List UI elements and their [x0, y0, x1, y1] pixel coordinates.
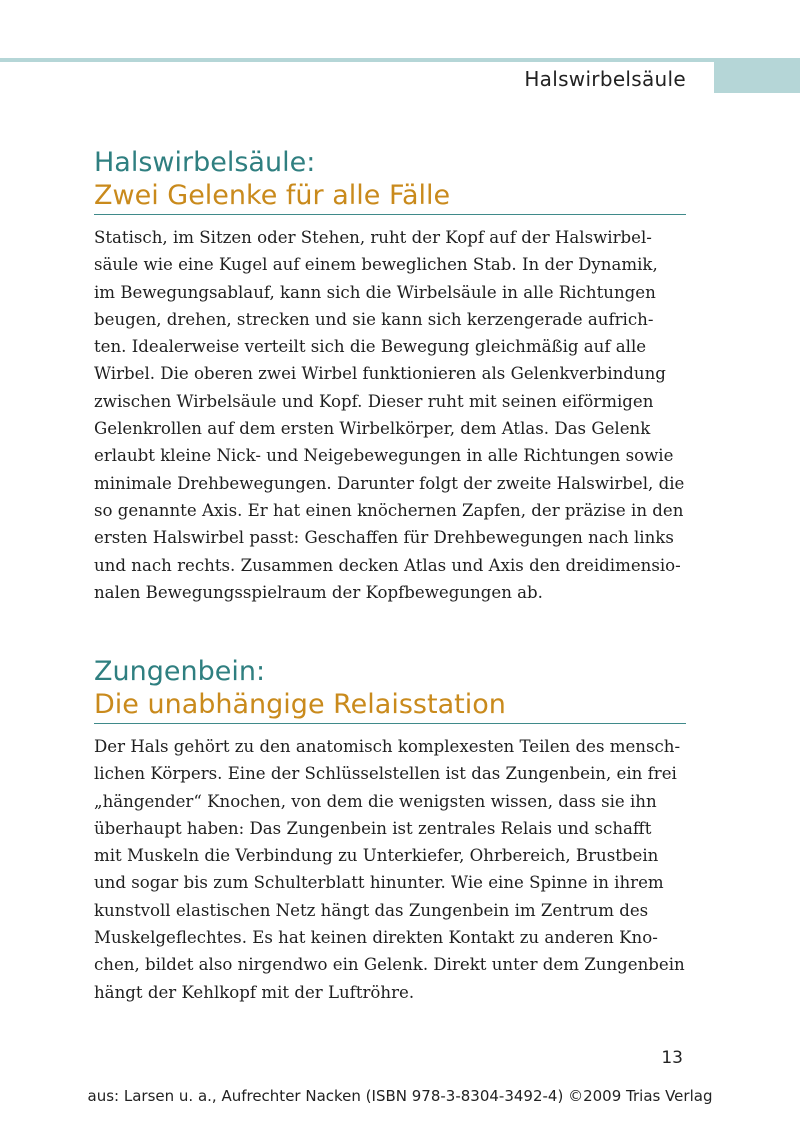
section-body: Der Hals gehört zu den anatomisch komplexesten Teilen des mensch- lichen Körpers. Eine der Schlüsselstellen ist das Zungenbein, ein frei „hängender“ Knochen, von dem die wenigsten wissen, dass sie ihn überhaupt haben: Das Zungenbein ist zentrales Relais und schafft mit Muskeln die Verbindung zu Unterkiefer, Ohrbereich, Brustbein und sogar bis zum Schulterblatt hinunter. Wie eine Spinne in ihrem kunstvoll elastischen Netz hängt das Zungenbein im Zentrum des Muskelgeflechtes. Es hat keinen direkten Kontakt zu anderen Kno- chen, bildet also nirgendwo ein Gelenk. Direkt unter dem Zungenbein hängt der Kehlkopf mit der Luftröhre.: [94, 737, 685, 1002]
header-tab: [714, 58, 800, 93]
running-title: Halswirbelsäule: [524, 67, 686, 91]
section-heading: [94, 146, 686, 215]
page-number: 13: [661, 1048, 683, 1068]
section-title: Halswirbelsäule:: [94, 147, 316, 178]
section-body: Statisch, im Sitzen oder Stehen, ruht der Kopf auf der Halswirbel- säule wie eine Kugel auf einem beweglichen Stab. In der Dynamik, im Bewegungsablauf, kann sich die Wirbelsäule in alle Richtungen beugen, drehen, strecken und sie kann sich kerzengerade aufrich- ten. Idealerweise verteilt sich die Bewegung gleichmäßig auf alle Wirbel. Die oberen zwei Wirbel funktionieren als Gelenkverbindung zwischen Wirbelsäule und Kopf. Dieser ruht mit seinen eiförmigen Gelenkrollen auf dem ersten Wirbelkörper, dem Atlas. Das Gelenk erlaubt kleine Nick- und Neigebewegungen in alle Richtungen sowie minimale Drehbewegungen. Darunter folgt der zweite Halswirbel, die so genannte Axis. Er hat einen knöchernen Zapfen, der präzise in den ersten Halswirbel passt: Geschaffen für Drehbewegungen nach links und nach rechts. Zusammen decken Atlas und Axis den dreidimensio- nalen Bewegungsspielraum der Kopfbewegungen ab.: [94, 228, 685, 602]
section-halswirbelsaeule: [94, 146, 686, 606]
section-title: Zungenbein:: [94, 656, 266, 687]
section-zungenbein: [94, 655, 686, 1006]
header-rule: [0, 58, 714, 62]
section-subtitle: Die unabhängige Relaisstation: [94, 689, 506, 720]
section-subtitle: Zwei Gelenke für alle Fälle: [94, 180, 451, 211]
section-heading: [94, 655, 686, 724]
source-footer: aus: Larsen u. a., Aufrechter Nacken (ISBN 978-3-8304-3492-4) ©2009 Trias Verlag: [87, 1087, 713, 1105]
